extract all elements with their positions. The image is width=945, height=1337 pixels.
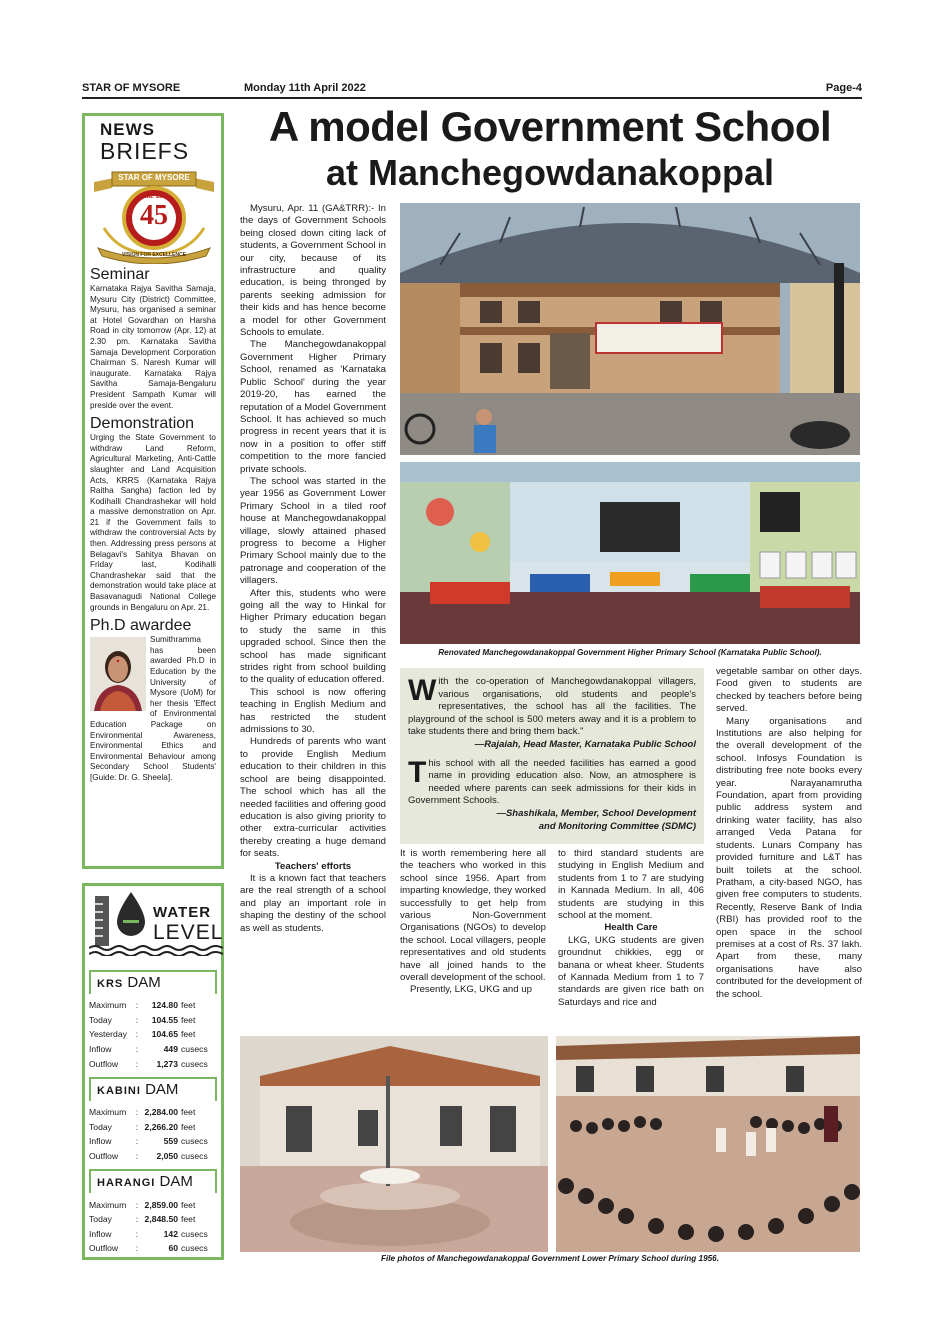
dam-table-harangi [89,1197,217,1255]
table-row: Maximum : 2,859.00 feet [89,1199,196,1210]
table-row: Today : 104.55 feet [89,1014,196,1025]
paragraph: Presently, LKG, UKG and up [410,984,532,996]
paragraph: Hundreds of parents who want to provide English Medium education to their children in this school are being disappointed. The school which has all the needed facilities and offering good education is also giving priority to other extra-curricular activities thereby creating a huge demand for seats. [240,736,386,860]
article-column-3 [558,848,704,1009]
old-school-photo-1956 [240,1036,548,1252]
paragraph: It is a known fact that teachers are the real strength of a school and play an important role in shaping the destiny of the school as well as students. [240,872,386,934]
logo-name: STAR OF MYSORE [118,173,190,182]
brief-heading-demonstration: Demonstration [90,415,195,433]
logo-estd: Estd. 1978 [139,194,169,200]
table-row: Maximum : 2,284.00 feet [89,1107,196,1118]
drop-cap: W [408,674,437,707]
paragraph: to third standard students are studying in English Medium and students from 1 to 7 are studying in Kannada Medium. In all, 406 students are studying in this school at the moment. [558,848,704,922]
quote-box [400,668,704,844]
article-column-4 [716,666,862,1001]
paragraph: Many organisations and Institutions are also helping for the overall development of the school. Infosys Foundation is distributing free note books every year. Narayanamrutha Foundation, apart from providing public address system and drinking water facility, has also arranged Veda Patana for students. Lunars Company has provided furniture and L&T has built toilets at the school. Pratham, a city-based NGO, has given free computers to students. Recently, Reserve Bank of India (RBI) has provided roof to the open space in the school premises at a cost of Rs. 37 lakh. Apart from these, many organisations have also contributed for the development of the school. [716,715,862,1000]
drop-cap: T [408,755,427,789]
brief-text-phd: Sumithramma has been awarded Ph.D in Education by the University of Mysore (UoM) for her thesis 'Effect of Environmental Education Package on Environmental Awareness, Environmental Ethics and Environmental Behaviour among Secondary School Students' [Guide: Dr. G. Sheela]. [90,635,216,782]
brief-heading-seminar: Seminar [90,266,150,283]
issue-date: Monday 11th April 2022 [244,82,366,94]
paper-name: STAR OF MYSORE [82,82,181,94]
news-briefs-title: NEWS [100,120,155,139]
quote-attribution: —Shashikala, Member, School Development [496,807,696,819]
brief-heading-phd: Ph.D awardee [90,617,192,635]
school-building-photo [400,203,860,455]
quote-sdmc: This school with all the needed facilities has earned a good name in providing education also. Now, an atmosphere is needed where parents can seek admissions for their kids in Government Schools. —Shashikala, Member, School Development and Monitoring Committee (SDMC) [408,755,696,832]
dam-heading-krs: KRS DAM [89,970,217,994]
table-row: Inflow : 559 cusecs [89,1136,208,1147]
article-column-2 [400,848,546,997]
paragraph: After this, students who were going all the way to Hinkal for Higher Primary education began to study the same in this upgraded school. Since then the school has made significant strides right from school building to the quality of education offered. [240,587,386,686]
dam-table-krs [89,998,217,1071]
subheading-health-care: Health Care [604,922,658,934]
water-title: WATER [153,904,212,921]
water-level-panel [82,883,224,1260]
table-row: Inflow : 449 cusecs [89,1044,208,1055]
table-row: Outflow : 2,050 cusecs [89,1151,208,1162]
table-row: Outflow : 1,273 cusecs [89,1058,208,1069]
table-row: Today : 2,266.20 feet [89,1121,196,1132]
paragraph: The school was started in the year 1956 as Government Lower Primary School in a tiled roof house at Manchegowdanakoppal village, slowly attained phased progress to become a Higher Primary School mainly due to the patronage and cooperation of the villagers. [240,475,386,587]
quote-attribution: —Rajaiah, Head Master, Karnataka Public School [474,738,696,750]
dam-heading-kabini: KABINI DAM [89,1077,217,1101]
paragraph: vegetable sambar on other days. Food given to students are checked by teachers before being served. [716,666,862,715]
brief-body-phd [90,635,216,783]
table-row: Maximum : 124.80 feet [89,1000,196,1011]
old-school-children-photo-1956 [556,1036,860,1252]
water-subtitle: LEVEL [153,921,224,944]
paragraph: LKG, UKG students are given groundnut chikkies, egg or banana or wheat kheer. Students of Kannada Medium from 1 to 7 standards are given rice bath on Saturdays and rice and [558,934,704,1008]
quote-headmaster: With the co-operation of Manchegowdanakoppal villagers, various organisations, old students and people's representatives, the school has all the facilities. The playground of the school is 500 meters away and it is a problem to take students there and bring them back." —Rajaiah, Head Master, Karnataka Public School [408,674,696,750]
paragraph: The Manchegowdanakoppal Government Higher Primary School, renamed as 'Karnataka Public School' during the year 2019-20, has earned the reputation of a Model Government School. It has achieved so much progress in recent years that it is now in a position to offer stiff competition to the more fancied private schools. [240,339,386,475]
photo-caption-1956: File photos of Manchegowdanakoppal Government Lower Primary School during 1956. [380,1254,720,1263]
table-row: Inflow : 142 cusecs [89,1228,208,1239]
awardee-photo [90,637,146,711]
article-headline-line2: at Manchegowdanakoppal [325,152,775,193]
article-column-1 [240,203,386,935]
photo-caption-renovated: Renovated Manchegowdanakoppal Government Higher Primary School (Karnataka Public School). [438,648,822,657]
news-briefs-panel [82,113,224,869]
star-of-mysore-45-logo [90,168,218,264]
paragraph: It is worth remembering here all the teachers who worked in this school since 1956. Apart from imparting knowledge, they worked successfully to get help from various Non-Government Organisations (NGOs) to develop the school. Local villagers, people representatives and old students have all joined hands to the overall development of the school. [400,848,546,984]
logo-motto: VISION FOR EXCELLENCE [122,252,186,258]
page-number: Page-4 [825,82,862,94]
table-row: Yesterday : 104.65 feet [89,1029,196,1040]
article-headline: A model Government School [268,103,832,150]
water-level-header [89,890,224,956]
masthead-rule [82,97,862,99]
dam-heading-harangi: HARANGI DAM [89,1169,217,1193]
brief-text-demonstration: Urging the State Government to withdraw Land Reform, Agricultural Marketing, Anti-Cattle slaughter and Land Acquisition Acts, KRRS (Karnataka Rajya Raitha Sangha) faction led by Kodihalli Chandrashekar will hold a massive demonstration on Apr. 21 if the Government fails to withdraw the controversial Acts by then. Addressing press persons at Belagavi's Sahitya Bhavan on Friday last, Kodihalli Chandrashekar said that the demonstration would take place at Basavanagudi National College grounds in Bengaluru on Apr. 21. [90,433,216,612]
table-row: Outflow : 60 cusecs [89,1243,208,1254]
table-row: Today : 2,848.50 feet [89,1214,196,1225]
logo-number: 45 [140,200,168,231]
dam-table-kabini [89,1105,217,1163]
paragraph: Mysuru, Apr. 11 (GA&TRR):- In the days of Government Schools being closed down citing lack of students, a Government School in our city, because of its infrastructure and quality education, is being thronged by parents seeking admission for their kids and has hence become a model for other Government Schools to emulate. [240,203,386,339]
masthead [82,82,862,98]
quote-attribution: and Monitoring Committee (SDMC) [538,820,696,832]
brief-text-seminar: Karnataka Rajya Savitha Samaja, Mysuru City (District) Committee, Mysuru, has organised a seminar at Hotel Govardhan on Harsha Road in city tomorrow (Apr. 12) at 2.30 pm. Karnataka Savitha Samaja Development Corporation Chairman S. Naresh Kumar will inaugurate. Karnataka Rajya Savitha Samaja-Bengaluru President Sampath Kumar will preside over the event. [90,284,216,410]
paragraph: This school is now offering teaching in English Medium and has restricted the student admissions to 30. [240,686,386,736]
subheading-teachers: Teachers' efforts [274,860,352,872]
news-briefs-subtitle: BRIEFS [100,138,190,164]
classroom-photo [400,462,860,644]
